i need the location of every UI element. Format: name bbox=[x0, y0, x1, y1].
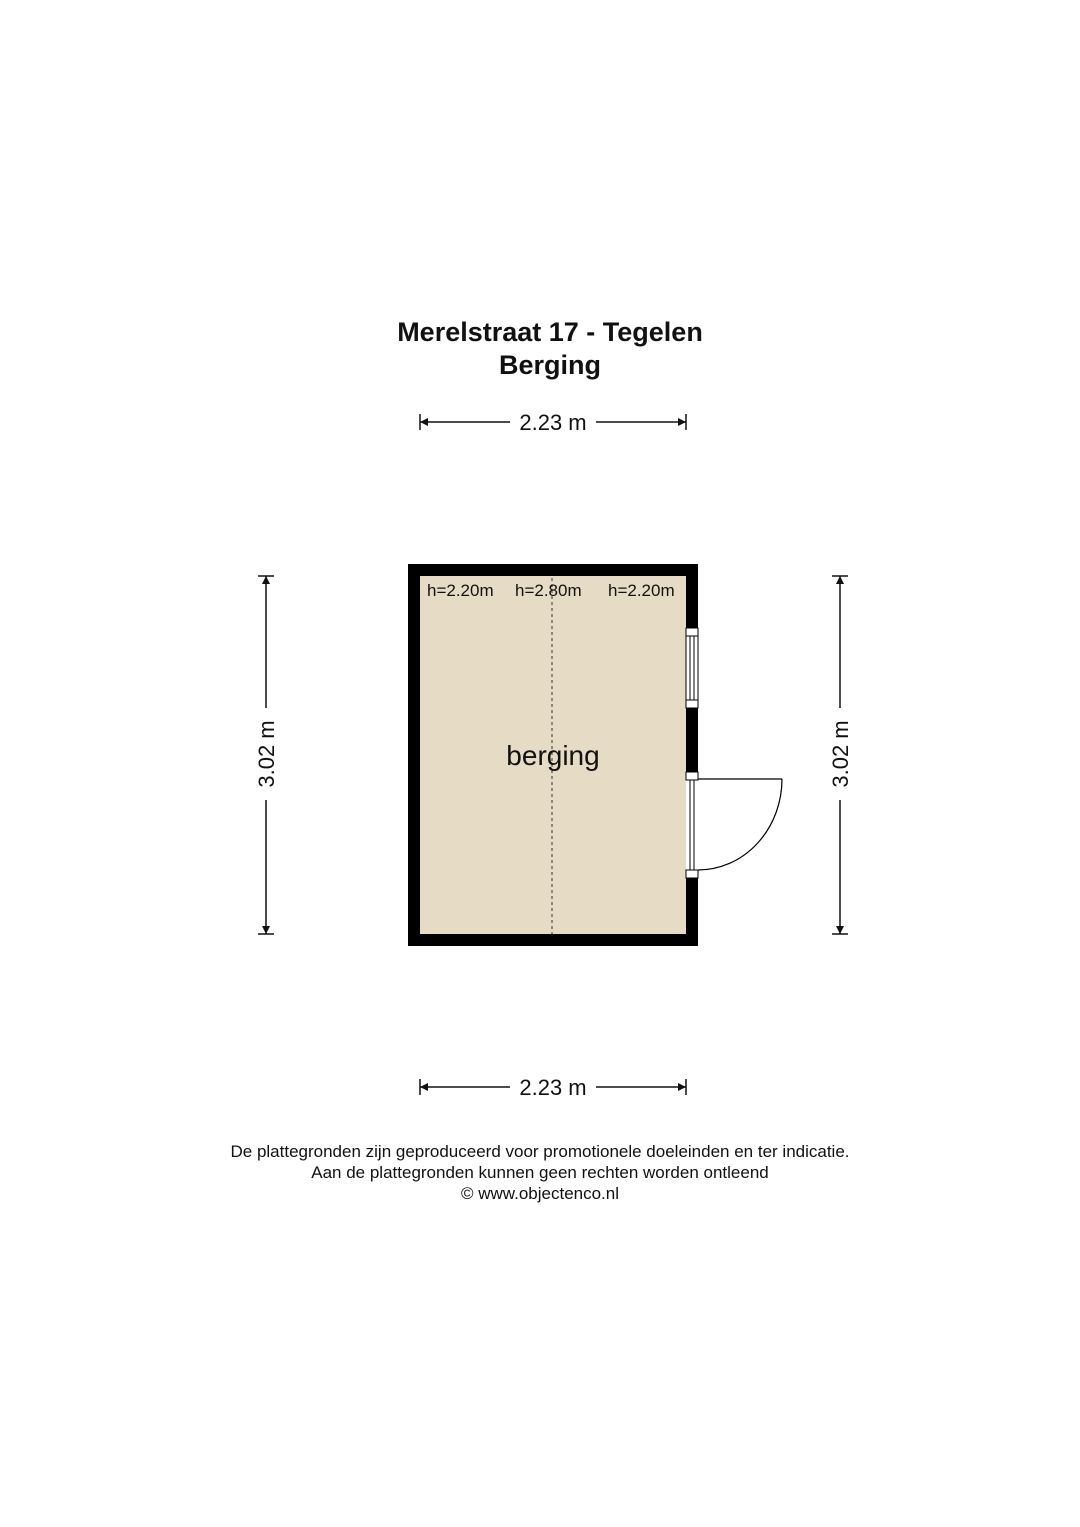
window bbox=[686, 628, 698, 708]
disclaimer-line-2: Aan de plattegronden kunnen geen rechten worden ontleend bbox=[311, 1163, 769, 1182]
height-label-center: h=2.80m bbox=[515, 581, 582, 600]
height-label-left: h=2.20m bbox=[427, 581, 494, 600]
plan-title-address: Merelstraat 17 - Tegelen bbox=[397, 317, 703, 347]
dimension-left bbox=[254, 576, 279, 934]
dimension-left-label: 3.02 m bbox=[254, 720, 279, 788]
dimension-top-label: 2.23 m bbox=[519, 410, 587, 435]
dimension-bottom bbox=[420, 1075, 686, 1100]
room-berging bbox=[408, 564, 782, 946]
disclaimer-line-1: De plattegronden zijn geproduceerd voor promotionele doeleinden en ter indicatie. bbox=[230, 1142, 850, 1161]
room-label: berging bbox=[506, 740, 600, 771]
height-label-right: h=2.20m bbox=[608, 581, 675, 600]
dimension-bottom-label: 2.23 m bbox=[519, 1075, 587, 1100]
dimension-top bbox=[420, 410, 686, 435]
dimension-right bbox=[828, 576, 853, 934]
door bbox=[686, 772, 782, 878]
dimension-right-label: 3.02 m bbox=[828, 720, 853, 788]
plan-title-floor: Berging bbox=[498, 350, 601, 380]
copyright-line: © www.objectenco.nl bbox=[460, 1184, 620, 1203]
